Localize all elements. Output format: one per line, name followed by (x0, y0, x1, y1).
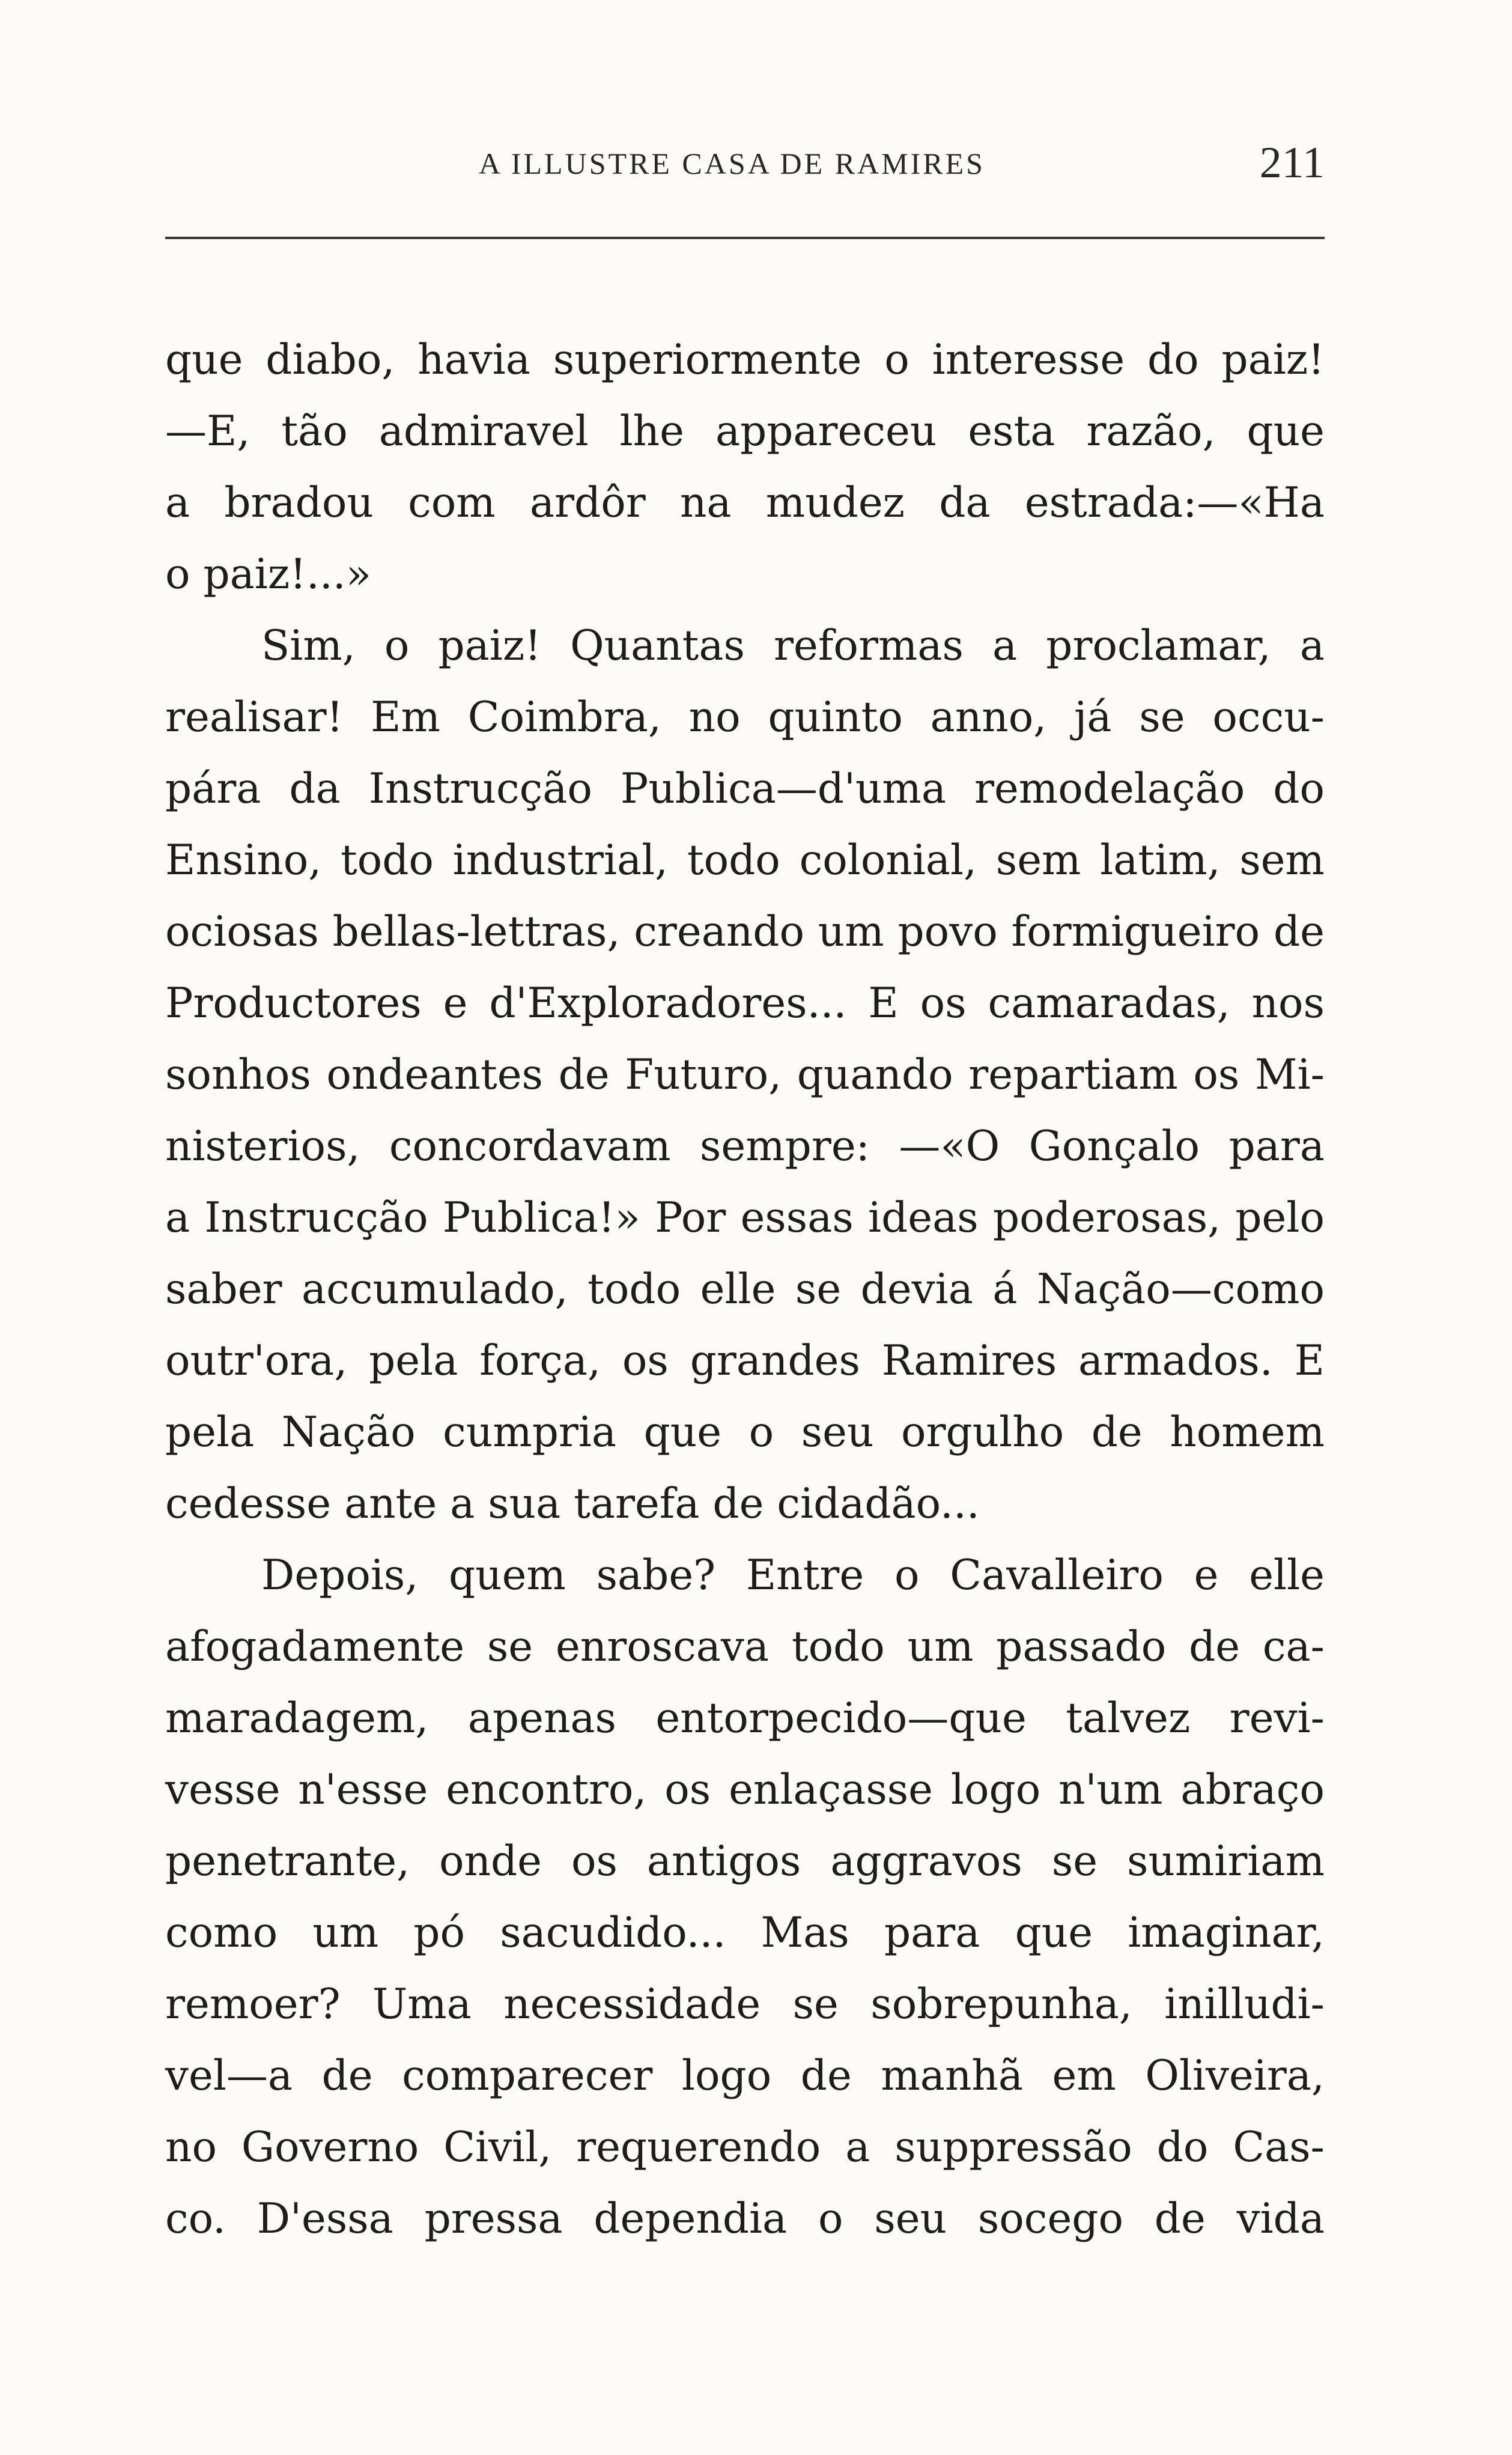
text-line: o paiz!...» (165, 550, 371, 598)
text-line: ociosas bellas-lettras, creando um povo formigueiro de (165, 908, 1325, 956)
text-line: vel—a de comparecer logo de manhã em Oliveira, (165, 2052, 1325, 2100)
text-line: remoer? Uma necessidade se sobrepunha, inilludi- (165, 1980, 1325, 2028)
text-line: pára da Instrucção Publica—d'uma remodelação do (165, 765, 1325, 813)
text-line: como um pó sacudido... Mas para que imaginar, (165, 1909, 1325, 1957)
text-line: pela Nação cumpria que o seu orgulho de homem (165, 1408, 1325, 1456)
text-line: afogadamente se enroscava todo um passado de ca- (165, 1623, 1325, 1671)
text-line: no Governo Civil, requerendo a suppressão do Cas- (165, 2123, 1325, 2171)
text-line: a Instrucção Publica!» Por essas ideas poderosas, pelo (165, 1194, 1325, 1242)
page-number: 211 (1259, 138, 1325, 187)
text-line: sonhos ondeantes de Futuro, quando repartiam os Mi- (165, 1051, 1325, 1099)
text-line: penetrante, onde os antigos aggravos se sumiriam (165, 1837, 1325, 1885)
text-line: maradagem, apenas entorpecido—que talvez revi- (165, 1694, 1325, 1742)
text-line: vesse n'esse encontro, os enlaçasse logo n'um abraço (165, 1766, 1325, 1814)
body-text (165, 324, 1325, 2255)
text-line: saber accumulado, todo elle se devia á Nação—como (165, 1265, 1325, 1313)
text-line: Depois, quem sabe? Entre o Cavalleiro e elle (261, 1551, 1325, 1599)
text-line: Productores e d'Exploradores... E os camaradas, nos (165, 979, 1325, 1027)
header-rule (165, 237, 1325, 239)
text-line: a bradou com ardôr na mudez da estrada:—«Ha (165, 479, 1325, 527)
text-line: nisterios, concordavam sempre: —«O Gonçalo para (165, 1122, 1325, 1170)
running-header (165, 135, 1325, 201)
text-line: que diabo, havia superiormente o interesse do paiz! (165, 336, 1325, 384)
text-line: realisar! Em Coimbra, no quinto anno, já se occu- (165, 693, 1325, 741)
text-line: Ensino, todo industrial, todo colonial, sem latim, sem (165, 836, 1325, 884)
text-line: co. D'essa pressa dependia o seu socego de vida (165, 2195, 1325, 2243)
text-line: outr'ora, pela força, os grandes Ramires armados. E (165, 1337, 1325, 1385)
running-title: A ILLUSTRE CASA DE RAMIRES (479, 147, 985, 180)
text-line: Sim, o paiz! Quantas reformas a proclamar, a (261, 622, 1325, 670)
text-line: —E, tão admiravel lhe appareceu esta razão, que (165, 407, 1325, 455)
text-line: cedesse ante a sua tarefa de cidadão... (165, 1480, 980, 1528)
